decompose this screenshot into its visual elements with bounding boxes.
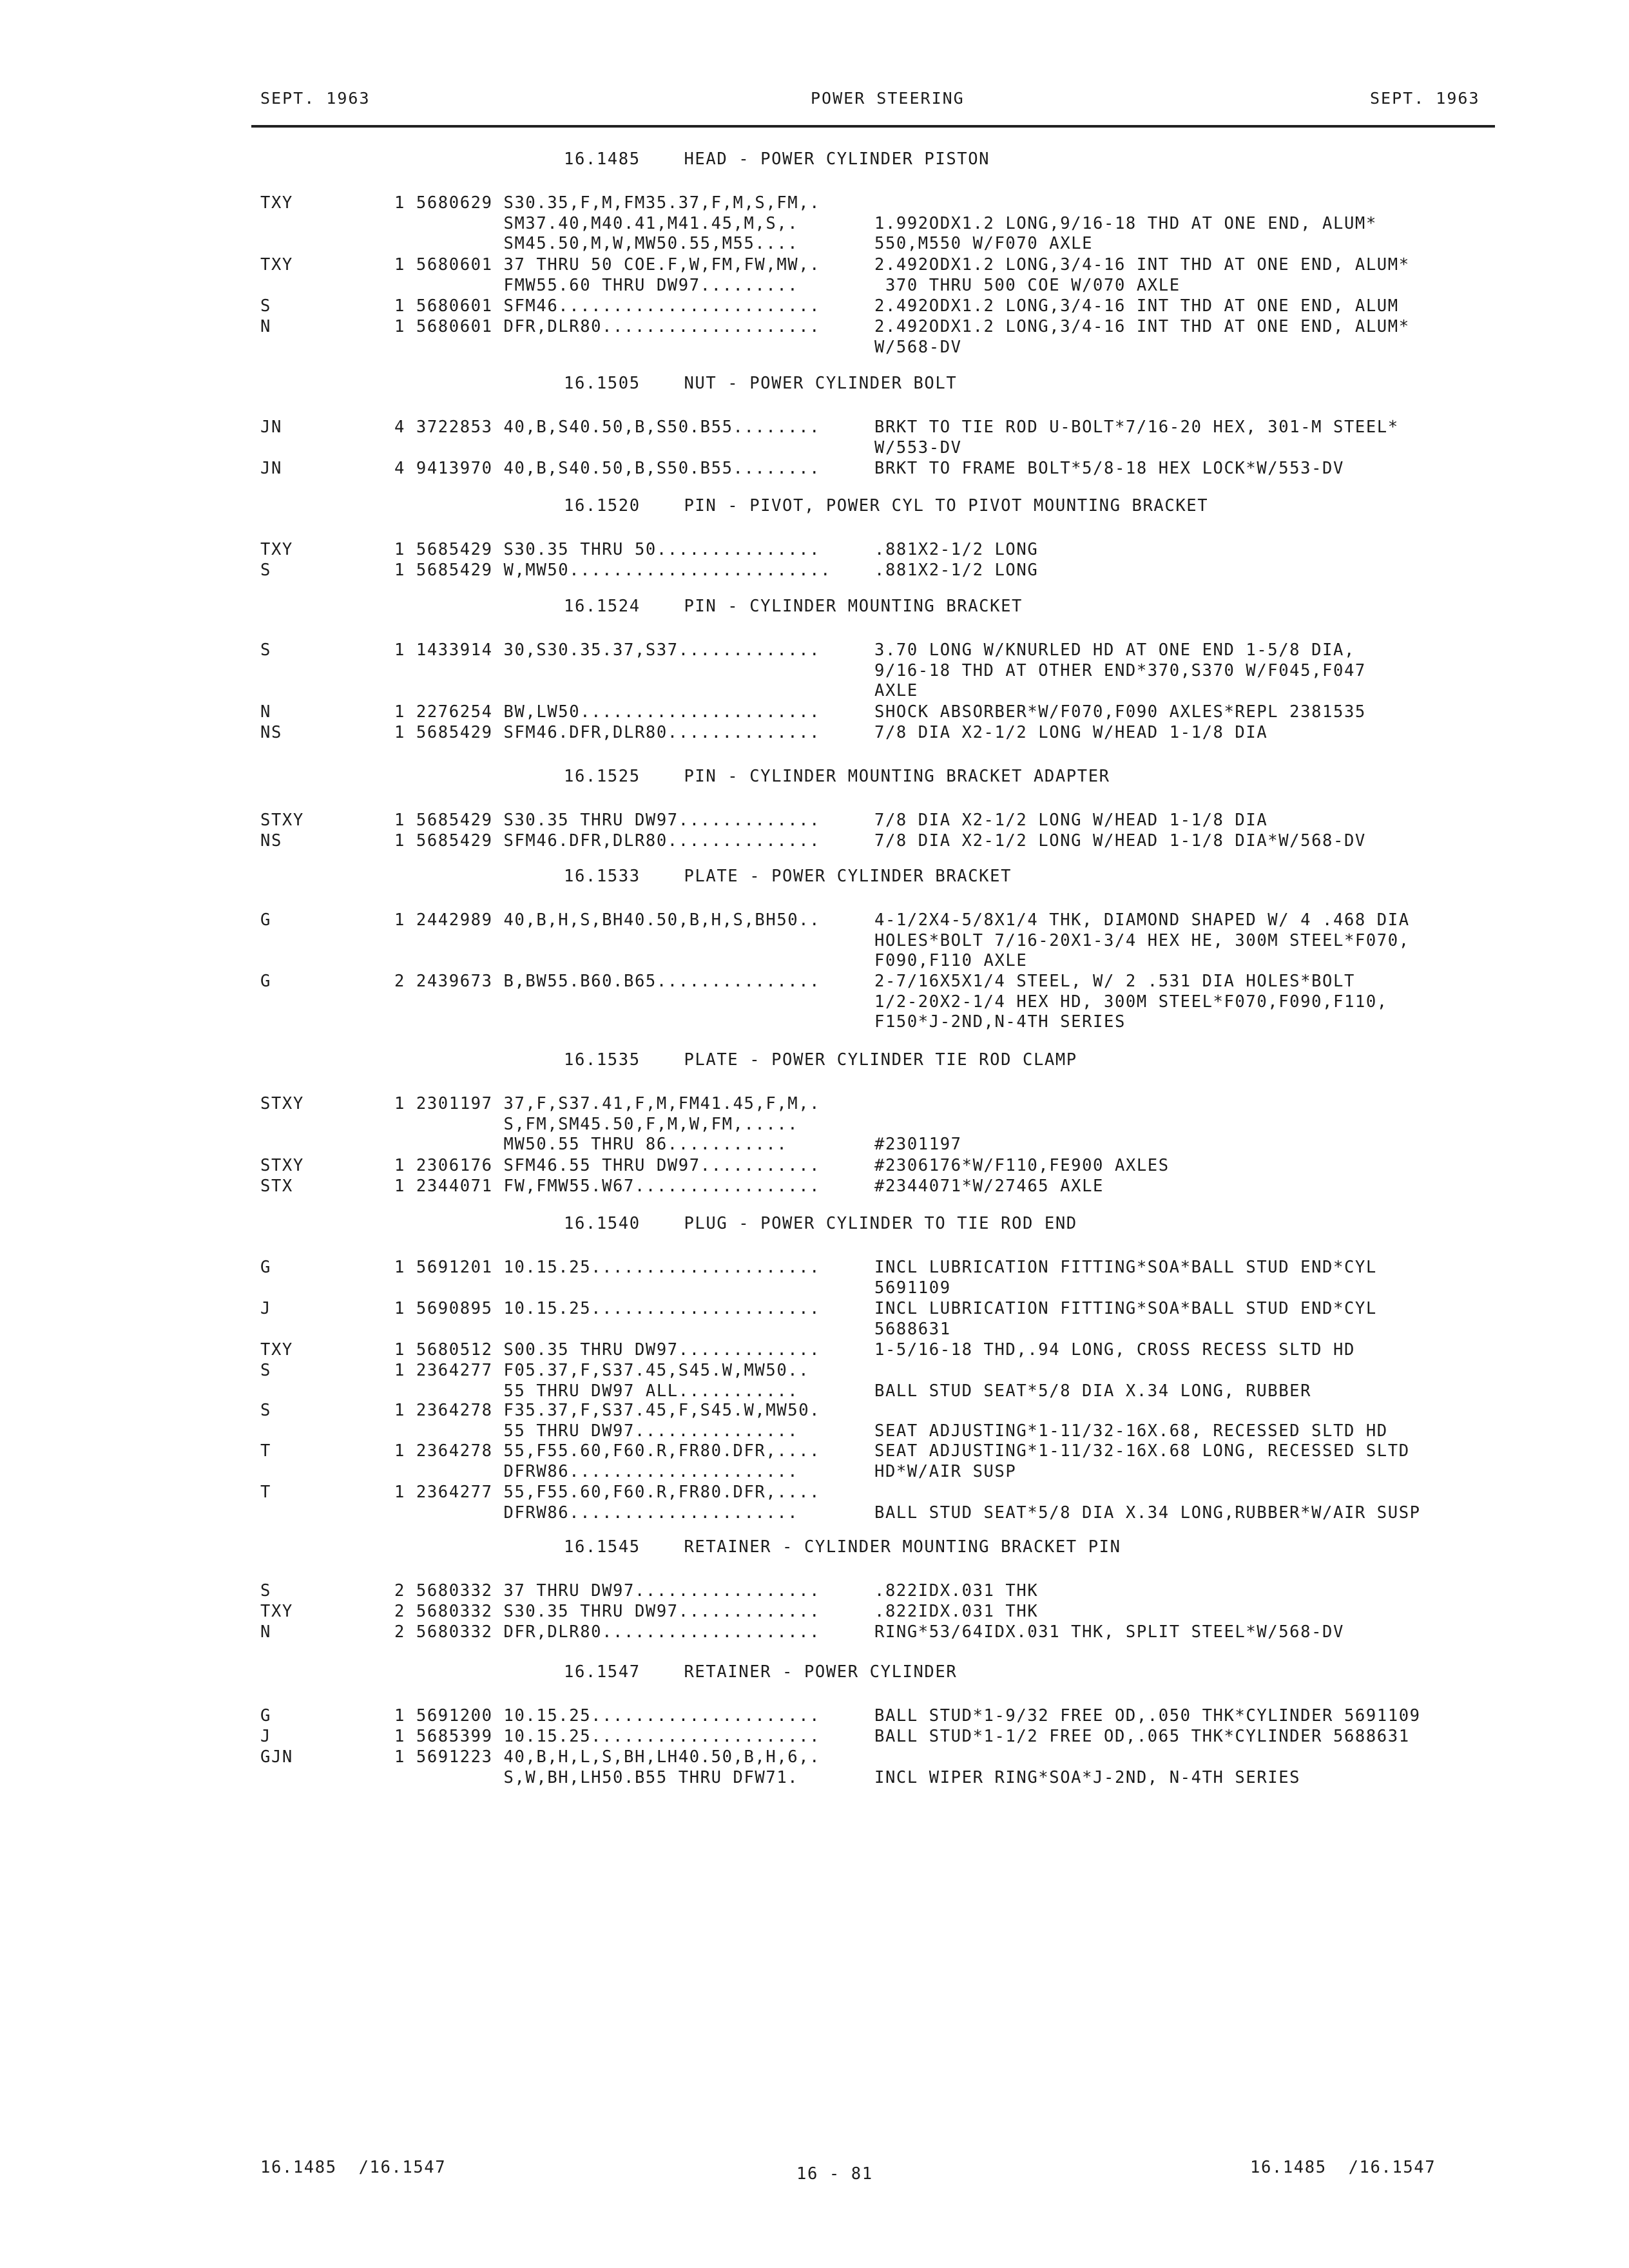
part-number-and-models: 2 2439673 B,BW55.B60.B65............... <box>394 972 821 991</box>
application-code: S <box>260 296 271 316</box>
section-title: 16.1545 RETAINER - CYLINDER MOUNTING BRACKET PIN <box>564 1537 1121 1557</box>
part-number-and-models: 4 9413970 40,B,S40.50,B,S50.B55........ <box>394 459 821 478</box>
footer-range-left: 16.1485 /16.1547 <box>260 2158 447 2177</box>
part-description: BALL STUD*1-9/32 FREE OD,.050 THK*CYLINDER 5691109 <box>874 1706 1421 1725</box>
part-number-and-models: 1 5685429 S30.35 THRU 50............... <box>394 540 821 559</box>
part-number-and-models: 1 5680601 37 THRU 50 COE.F,W,FM,FW,MW,. FMW55.60 THRU DW97......... <box>394 255 821 295</box>
part-description: 2.492ODX1.2 LONG,3/4-16 INT THD AT ONE END, ALUM* 370 THRU 500 COE W/070 AXLE <box>874 255 1410 295</box>
application-code: G <box>260 1706 271 1725</box>
application-code: TXY <box>260 193 293 213</box>
part-description: 2-7/16X5X1/4 STEEL, W/ 2 .531 DIA HOLES*BOLT 1/2-20X2-1/4 HEX HD, 300M STEEL*F070,F090,F110, F150*J-2ND,N-4TH SERIES <box>874 972 1388 1032</box>
application-code: TXY <box>260 1340 293 1360</box>
part-number-and-models: 1 5680601 SFM46........................ <box>394 296 821 316</box>
part-number-and-models: 1 2364278 55,F55.60,F60.R,FR80.DFR,.... DFRW86..................... <box>394 1441 821 1481</box>
part-number-and-models: 1 2364277 55,F55.60,F60.R,FR80.DFR,.... DFRW86..................... <box>394 1483 821 1523</box>
application-code: T <box>260 1441 271 1461</box>
application-code: S <box>260 1361 271 1380</box>
part-number-and-models: 1 2344071 FW,FMW55.W67................. <box>394 1177 821 1196</box>
section-title: 16.1540 PLUG - POWER CYLINDER TO TIE ROD END <box>564 1214 1077 1233</box>
part-description: 1.992ODX1.2 LONG,9/16-18 THD AT ONE END, ALUM* 550,M550 W/F070 AXLE <box>874 213 1377 254</box>
header-date-left: SEPT. 1963 <box>260 89 371 108</box>
section-title: 16.1533 PLATE - POWER CYLINDER BRACKET <box>564 867 1012 886</box>
header-title: POWER STEERING <box>811 89 965 108</box>
part-description: #2344071*W/27465 AXLE <box>874 1177 1104 1196</box>
part-description: BRKT TO TIE ROD U-BOLT*7/16-20 HEX, 301-M STEEL* W/553-DV <box>874 418 1399 457</box>
part-number-and-models: 1 2442989 40,B,H,S,BH40.50,B,H,S,BH50.. <box>394 910 821 930</box>
part-description: .822IDX.031 THK <box>874 1581 1039 1600</box>
section-title: 16.1525 PIN - CYLINDER MOUNTING BRACKET ADAPTER <box>564 767 1110 786</box>
part-number-and-models: 1 5691223 40,B,H,L,S,BH,LH40.50,B,H,6,. S,W,BH,LH50.B55 THRU DFW71. <box>394 1747 821 1787</box>
part-number-and-models: 1 2276254 BW,LW50...................... <box>394 702 821 722</box>
part-number-and-models: 1 1433914 30,S30.35.37,S37............. <box>394 640 821 660</box>
part-description: 7/8 DIA X2-1/2 LONG W/HEAD 1-1/8 DIA*W/568-DV <box>874 831 1366 850</box>
application-code: STXY <box>260 1094 304 1113</box>
part-description: SEAT ADJUSTING*1-11/32-16X.68 LONG, RECESSED SLTD HD*W/AIR SUSP <box>874 1441 1410 1481</box>
application-code: G <box>260 972 271 991</box>
part-description: BALL STUD SEAT*5/8 DIA X.34 LONG,RUBBER*W/AIR SUSP <box>874 1503 1421 1523</box>
part-number-and-models: 2 5680332 S30.35 THRU DW97............. <box>394 1602 821 1621</box>
part-description: INCL LUBRICATION FITTING*SOA*BALL STUD END*CYL 5691109 <box>874 1258 1377 1298</box>
part-number-and-models: 4 3722853 40,B,S40.50,B,S50.B55........ <box>394 418 821 437</box>
part-description: 2.492ODX1.2 LONG,3/4-16 INT THD AT ONE END, ALUM <box>874 296 1399 316</box>
part-number-and-models: 1 5685429 SFM46.DFR,DLR80.............. <box>394 831 821 850</box>
part-number-and-models: 1 2364278 F35.37,F,S37.45,F,S45.W,MW50. 55 THRU DW97............... <box>394 1401 821 1441</box>
part-description: BALL STUD*1-1/2 FREE OD,.065 THK*CYLINDER 5688631 <box>874 1727 1410 1746</box>
part-number-and-models: 1 2364277 F05.37,F,S37.45,S45.W,MW50.. 55 THRU DW97 ALL........... <box>394 1361 810 1401</box>
section-title: 16.1520 PIN - PIVOT, POWER CYL TO PIVOT MOUNTING BRACKET <box>564 496 1209 515</box>
footer-range-right: 16.1485 /16.1547 <box>1250 2158 1436 2177</box>
part-description: INCL WIPER RING*SOA*J-2ND, N-4TH SERIES <box>874 1767 1301 1787</box>
part-number-and-models: 1 5690895 10.15.25..................... <box>394 1299 821 1318</box>
part-number-and-models: 1 5685429 S30.35 THRU DW97............. <box>394 811 821 830</box>
application-code: N <box>260 1622 271 1642</box>
application-code: G <box>260 1258 271 1277</box>
part-number-and-models: 1 5680629 S30.35,F,M,FM35.37,F,M,S,FM,. SM37.40,M40.41,M41.45,M,S,. SM45.50,M,W,MW50.55,M55.... <box>394 193 821 254</box>
part-description: 2.492ODX1.2 LONG,3/4-16 INT THD AT ONE END, ALUM* W/568-DV <box>874 317 1410 357</box>
part-number-and-models: 1 5685399 10.15.25..................... <box>394 1727 821 1746</box>
part-number-and-models: 1 5691201 10.15.25..................... <box>394 1258 821 1277</box>
part-description: 7/8 DIA X2-1/2 LONG W/HEAD 1-1/8 DIA <box>874 723 1268 742</box>
application-code: NS <box>260 831 282 850</box>
part-number-and-models: 1 5685429 SFM46.DFR,DLR80.............. <box>394 723 821 742</box>
part-number-and-models: 2 5680332 DFR,DLR80.................... <box>394 1622 821 1642</box>
part-number-and-models: 1 5680601 DFR,DLR80.................... <box>394 317 821 336</box>
section-title: 16.1505 NUT - POWER CYLINDER BOLT <box>564 374 958 393</box>
section-title: 16.1547 RETAINER - POWER CYLINDER <box>564 1662 958 1682</box>
part-number-and-models: 1 2306176 SFM46.55 THRU DW97........... <box>394 1156 821 1175</box>
part-description: #2306176*W/F110,FE900 AXLES <box>874 1156 1170 1175</box>
application-code: S <box>260 640 271 660</box>
application-code: N <box>260 317 271 336</box>
part-description: SEAT ADJUSTING*1-11/32-16X.68, RECESSED SLTD HD <box>874 1421 1388 1441</box>
part-description: BALL STUD SEAT*5/8 DIA X.34 LONG, RUBBER <box>874 1381 1312 1401</box>
part-number-and-models: 1 5680512 S00.35 THRU DW97............. <box>394 1340 821 1360</box>
part-number-and-models: 2 5680332 37 THRU DW97................. <box>394 1581 821 1600</box>
section-title: 16.1485 HEAD - POWER CYLINDER PISTON <box>564 149 990 169</box>
part-description: #2301197 <box>874 1135 962 1155</box>
application-code: STXY <box>260 811 304 830</box>
part-description: BRKT TO FRAME BOLT*5/8-18 HEX LOCK*W/553-DV <box>874 459 1344 478</box>
application-code: S <box>260 561 271 580</box>
application-code: JN <box>260 418 282 437</box>
application-code: TXY <box>260 1602 293 1621</box>
part-description: 3.70 LONG W/KNURLED HD AT ONE END 1-5/8 DIA, 9/16-18 THD AT OTHER END*370,S370 W/F045,F047 AXLE <box>874 640 1366 701</box>
header-date-right: SEPT. 1963 <box>1370 89 1480 108</box>
part-description: 7/8 DIA X2-1/2 LONG W/HEAD 1-1/8 DIA <box>874 811 1268 830</box>
part-number-and-models: 1 5685429 W,MW50........................ <box>394 561 832 580</box>
application-code: S <box>260 1581 271 1600</box>
part-description: 4-1/2X4-5/8X1/4 THK, DIAMOND SHAPED W/ 4 .468 DIA HOLES*BOLT 7/16-20X1-3/4 HEX HE, 300M STEEL*F070, F090,F110 AXLE <box>874 910 1410 971</box>
part-description: .881X2-1/2 LONG <box>874 561 1039 580</box>
section-title: 16.1535 PLATE - POWER CYLINDER TIE ROD CLAMP <box>564 1050 1077 1070</box>
application-code: GJN <box>260 1747 293 1767</box>
application-code: G <box>260 910 271 930</box>
section-title: 16.1524 PIN - CYLINDER MOUNTING BRACKET <box>564 597 1023 616</box>
application-code: S <box>260 1401 271 1420</box>
application-code: TXY <box>260 540 293 559</box>
part-description: RING*53/64IDX.031 THK, SPLIT STEEL*W/568-DV <box>874 1622 1344 1642</box>
application-code: STXY <box>260 1156 304 1175</box>
part-number-and-models: 1 5691200 10.15.25..................... <box>394 1706 821 1725</box>
application-code: TXY <box>260 255 293 274</box>
application-code: J <box>260 1299 271 1318</box>
footer-page-number: 16 - 81 <box>796 2164 873 2184</box>
application-code: T <box>260 1483 271 1502</box>
header-rule <box>251 125 1495 128</box>
part-number-and-models: 1 2301197 37,F,S37.41,F,M,FM41.45,F,M,. S,FM,SM45.50,F,M,W,FM,..... MW50.55 THRU 86........... <box>394 1094 821 1155</box>
part-description: .881X2-1/2 LONG <box>874 540 1039 559</box>
application-code: J <box>260 1727 271 1746</box>
part-description: 1-5/16-18 THD,.94 LONG, CROSS RECESS SLTD HD <box>874 1340 1355 1360</box>
application-code: N <box>260 702 271 722</box>
application-code: NS <box>260 723 282 742</box>
part-description: INCL LUBRICATION FITTING*SOA*BALL STUD END*CYL 5688631 <box>874 1299 1377 1339</box>
part-description: .822IDX.031 THK <box>874 1602 1039 1621</box>
application-code: STX <box>260 1177 293 1196</box>
application-code: JN <box>260 459 282 478</box>
part-description: SHOCK ABSORBER*W/F070,F090 AXLES*REPL 2381535 <box>874 702 1366 722</box>
